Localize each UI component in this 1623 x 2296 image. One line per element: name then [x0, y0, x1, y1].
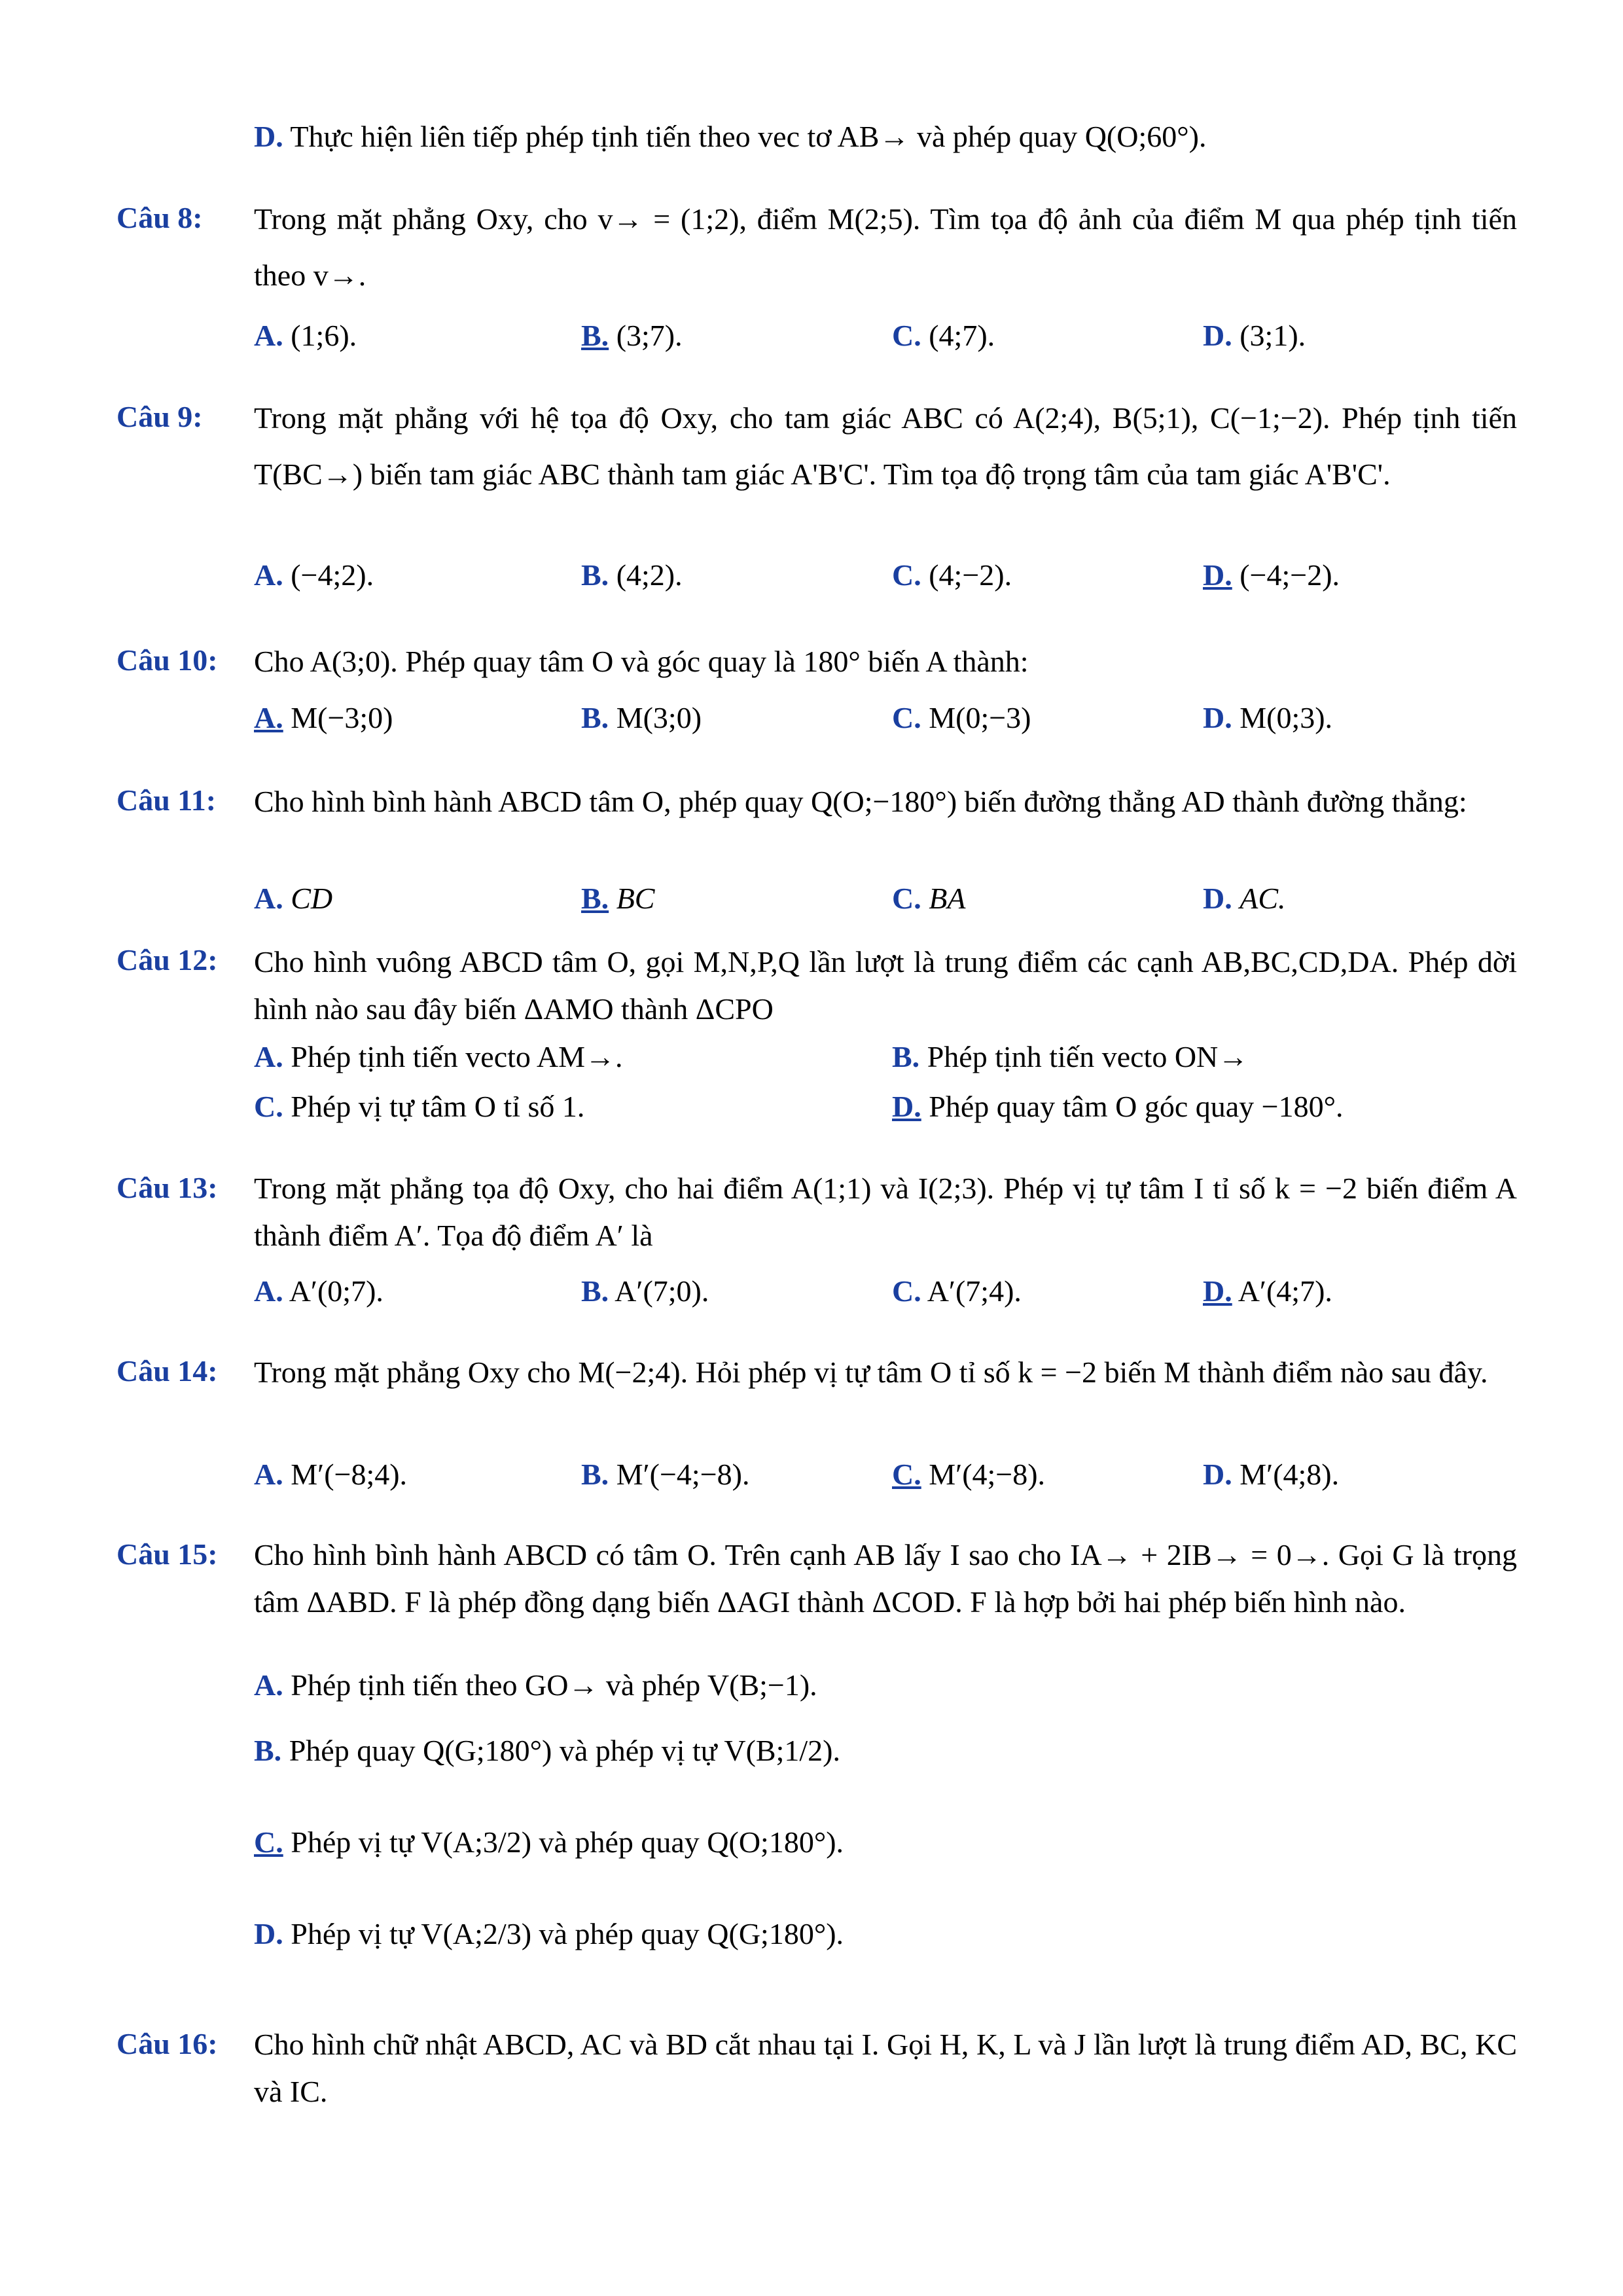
question-label: Câu 9:	[116, 400, 203, 433]
option-b[interactable]: B. M(3;0)	[581, 701, 702, 734]
option-c[interactable]: C. BA	[892, 882, 966, 915]
question-stem: Cho hình bình hành ABCD có tâm O. Trên cạnh AB lấy I sao cho IA→ + 2IB→ = 0→. Gọi G là trọng tâm ΔABD. F là phép đồng dạng biến ΔAGI thành ΔCOD. F là hợp bởi hai phép biến hình nào.	[254, 1538, 1517, 1619]
option-d[interactable]: D. Phép vị tự V(A;2/3) và phép quay Q(G;180°).	[254, 1917, 844, 1950]
question-label: Câu 10:	[116, 643, 218, 677]
option-d[interactable]: D. Phép quay tâm O góc quay −180°.	[892, 1090, 1344, 1123]
option-d[interactable]: D. M′(4;8).	[1203, 1458, 1340, 1491]
options-row	[254, 881, 1517, 927]
question-stem: Cho hình vuông ABCD tâm O, gọi M,N,P,Q lần lượt là trung điểm các cạnh AB,BC,CD,DA. Phép dời hình nào sau đây biến ΔAMO thành ΔCPO	[254, 945, 1517, 1026]
options-row	[254, 318, 1517, 364]
option-d[interactable]: D. M(0;3).	[1203, 701, 1333, 734]
options-row	[254, 1039, 1517, 1085]
option-d[interactable]: D. (3;1).	[1203, 319, 1306, 352]
option-b[interactable]: B. Phép quay Q(G;180°) và phép vị tự V(B;1/2).	[254, 1734, 840, 1767]
options-row	[254, 1274, 1517, 1319]
question-label: Câu 13:	[116, 1171, 218, 1204]
question-stem: Trong mặt phẳng Oxy cho M(−2;4). Hỏi phép vị tự tâm O tỉ số k = −2 biến M thành điểm nào sau đây.	[254, 1355, 1488, 1389]
question-label: Câu 8:	[116, 201, 203, 234]
options-row	[254, 558, 1517, 603]
option-c[interactable]: C. (4;−2).	[892, 558, 1012, 592]
option-text: Thực hiện liên tiếp phép tịnh tiến theo vec tơ AB→ và phép quay Q(O;60°).	[290, 120, 1207, 153]
option-a[interactable]: A. CD	[254, 882, 333, 915]
option-c[interactable]: C. A′(7;4).	[892, 1274, 1022, 1308]
question-stem: Trong mặt phẳng Oxy, cho v→ = (1;2), điểm M(2;5). Tìm tọa độ ảnh của điểm M qua phép tịnh tiến theo v→.	[254, 202, 1517, 292]
options-row	[254, 700, 1517, 746]
question-stem: Trong mặt phẳng tọa độ Oxy, cho hai điểm A(1;1) và I(2;3). Phép vị tự tâm I tỉ số k = −2 biến điểm A thành điểm A′. Tọa độ điểm A′ là	[254, 1172, 1517, 1252]
option-c[interactable]: C. M(0;−3)	[892, 701, 1031, 734]
option-letter: D.	[254, 120, 283, 153]
top-option	[254, 119, 1206, 154]
options-row	[254, 1089, 1517, 1135]
option-a[interactable]: A. Phép tịnh tiến vecto AM→.	[254, 1040, 623, 1073]
option-d[interactable]: D. AC.	[1203, 882, 1286, 915]
option-a[interactable]: A. (1;6).	[254, 319, 357, 352]
option-c[interactable]: C. Phép vị tự V(A;3/2) và phép quay Q(O;180°).	[254, 1825, 844, 1859]
option-a[interactable]: A. M′(−8;4).	[254, 1458, 408, 1491]
options-row	[254, 1457, 1517, 1503]
option-b[interactable]: B. Phép tịnh tiến vecto ON→	[892, 1040, 1249, 1073]
option-d[interactable]: D. A′(4;7).	[1203, 1274, 1332, 1308]
question-stem: Cho hình chữ nhật ABCD, AC và BD cắt nhau tại I. Gọi H, K, L và J lần lượt là trung điểm AD, BC, KC và IC.	[254, 2028, 1517, 2108]
option-b[interactable]: B. A′(7;0).	[581, 1274, 709, 1308]
question-stem: Cho hình bình hành ABCD tâm O, phép quay Q(O;−180°) biến đường thẳng AD thành đường thẳng:	[254, 785, 1467, 818]
option-b[interactable]: B. M′(−4;−8).	[581, 1458, 750, 1491]
options-row	[254, 1668, 1517, 1713]
question-label: Câu 15:	[116, 1537, 218, 1571]
option-a[interactable]: A. (−4;2).	[254, 558, 374, 592]
options-row	[254, 1733, 1517, 1779]
option-c[interactable]: C. Phép vị tự tâm O tỉ số 1.	[254, 1090, 585, 1123]
question-label: Câu 11:	[116, 783, 217, 817]
question-label: Câu 12:	[116, 943, 218, 977]
question-label: Câu 14:	[116, 1354, 218, 1388]
option-c[interactable]: C. (4;7).	[892, 319, 995, 352]
question-label: Câu 16:	[116, 2027, 218, 2060]
option-a[interactable]: A. A′(0;7).	[254, 1274, 383, 1308]
question-stem: Trong mặt phẳng với hệ tọa độ Oxy, cho tam giác ABC có A(2;4), B(5;1), C(−1;−2). Phép tịnh tiến T(BC→) biến tam giác ABC thành tam giác A'B'C'. Tìm tọa độ trọng tâm của tam giác A'B'C'.	[254, 401, 1517, 491]
options-row	[254, 1916, 1517, 1962]
option-a[interactable]: A. M(−3;0)	[254, 701, 393, 734]
option-a[interactable]: A. Phép tịnh tiến theo GO→ và phép V(B;−1).	[254, 1668, 817, 1702]
option-b[interactable]: B. (3;7).	[581, 319, 683, 352]
question-stem: Cho A(3;0). Phép quay tâm O và góc quay là 180° biến A thành:	[254, 645, 1029, 678]
option-b[interactable]: B. (4;2).	[581, 558, 683, 592]
option-c[interactable]: C. M′(4;−8).	[892, 1458, 1046, 1491]
options-row	[254, 1825, 1517, 1871]
option-b[interactable]: B. BC	[581, 882, 655, 915]
option-d[interactable]: D. (−4;−2).	[1203, 558, 1340, 592]
